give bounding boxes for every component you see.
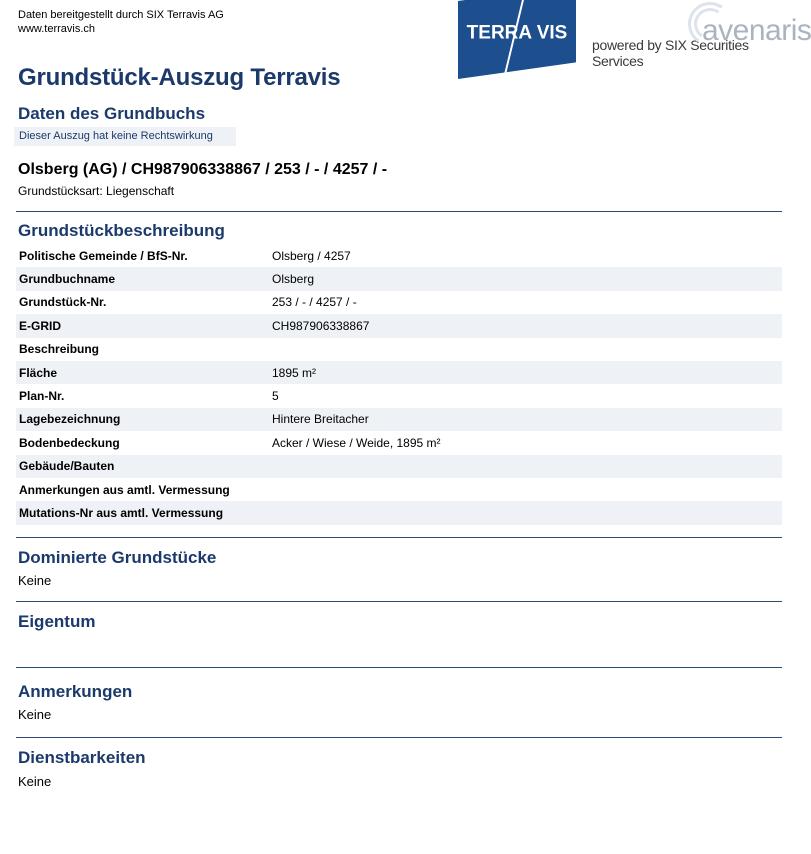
table-row [16,244,782,267]
parcel-title: Olsberg (AG) / CH987906338867 / 253 / - / 4257 / - [18,161,388,178]
description-table [16,244,782,525]
row-value: 5 [272,389,279,404]
row-value: CH987906338867 [272,318,370,333]
table-row [16,384,782,407]
table-row [16,314,782,337]
row-value: Hintere Breitacher [272,412,369,427]
section-divider [16,737,782,738]
table-row [16,338,782,361]
row-label: Plan-Nr. [19,389,65,404]
beschreibung-heading: Grundstückbeschreibung [18,221,225,240]
row-label: Beschreibung [19,342,100,357]
table-row [16,431,782,454]
row-value: Acker / Wiese / Weide, 1895 m² [272,435,441,450]
grundbuch-heading: Daten des Grundbuchs [18,104,206,123]
row-label: Politische Gemeinde / BfS-Nr. [19,248,188,263]
provider-info [18,8,224,36]
avenaris-logo-text: avenaris [702,14,811,47]
terravis-logo [458,0,576,79]
row-value: Olsberg [272,272,315,287]
dienstbarkeiten-text: Keine [18,774,52,789]
section-divider [16,601,782,602]
row-label: Gebäude/Bauten [19,459,115,474]
row-label: Lagebezeichnung [19,412,121,427]
row-value: 1895 m² [272,365,317,380]
table-row [16,291,782,314]
disclaimer-note: Dieser Auszug hat keine Rechtswirkung [14,127,236,146]
row-value: 253 / - / 4257 / - [272,295,357,310]
anmerkungen-heading: Anmerkungen [18,682,133,701]
row-label: E-GRID [19,318,61,333]
avenaris-logo [680,0,811,47]
anmerkungen-text: Keine [18,707,52,722]
table-row [16,361,782,384]
row-label: Grundbuchname [19,272,116,287]
section-divider [16,537,782,538]
provider-line: Daten bereitgestellt durch SIX Terravis AG [18,9,224,21]
provider-url[interactable]: www.terravis.ch [18,23,96,35]
parcel-type: Grundstücksart: Liegenschaft [18,184,175,198]
dominierte-text: Keine [18,573,52,588]
row-value: Olsberg / 4257 [272,248,351,263]
table-row [16,267,782,290]
table-row [16,501,782,524]
eigentum-heading: Eigentum [18,612,96,631]
table-row [16,478,782,501]
page-title: Grundstück-Auszug Terravis [18,64,341,91]
powered-by-text: powered by SIX Securities Services [592,37,749,69]
row-label: Bodenbedeckung [19,435,120,450]
table-row [16,408,782,431]
table-row [16,455,782,478]
section-divider [16,211,782,212]
row-label: Fläche [19,365,58,380]
row-label: Grundstück-Nr. [19,295,107,310]
row-label: Anmerkungen aus amtl. Vermessung [19,482,230,497]
row-label: Mutations-Nr aus amtl. Vermessung [19,505,224,520]
section-divider [16,667,782,668]
dienstbarkeiten-heading: Dienstbarkeiten [18,748,146,767]
dominierte-heading: Dominierte Grundstücke [18,548,217,567]
terravis-logo-text: TERRA VIS [466,22,568,44]
